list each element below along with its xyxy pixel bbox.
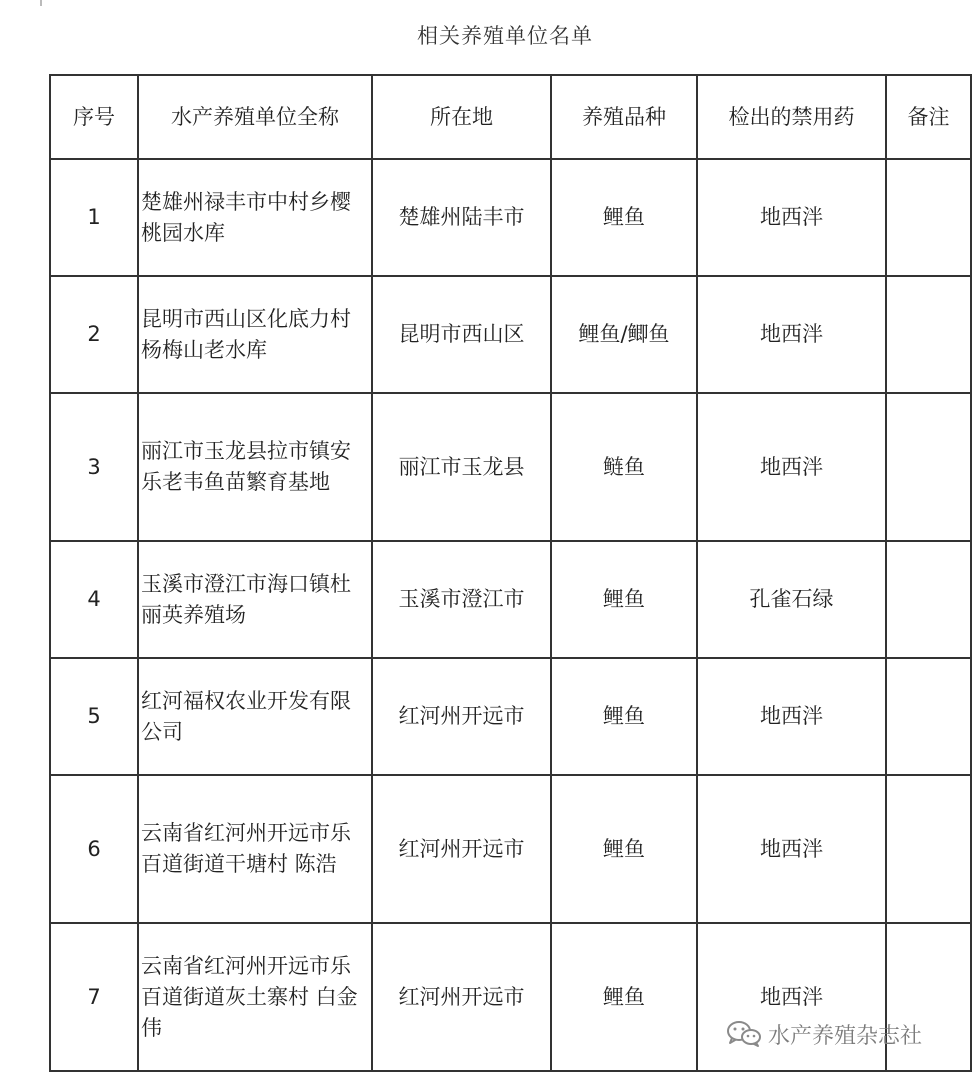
cell-unit: 云南省红河州开远市乐百道街道灰土寨村 白金伟	[138, 923, 372, 1071]
cell-species: 鲤鱼	[551, 541, 697, 658]
header-unit: 水产养殖单位全称	[138, 75, 372, 159]
cell-location: 红河州开远市	[372, 923, 551, 1071]
aquaculture-unit-table	[49, 74, 972, 1072]
watermark-text: 水产养殖杂志社	[768, 1023, 923, 1049]
header-note: 备注	[886, 75, 971, 159]
table-row	[50, 276, 971, 393]
cell-unit: 云南省红河州开远市乐百道街道干塘村 陈浩	[138, 775, 372, 923]
table-row	[50, 775, 971, 923]
page-title: 相关养殖单位名单	[417, 24, 593, 48]
cell-location: 丽江市玉龙县	[372, 393, 551, 541]
cell-species: 鲢鱼	[551, 393, 697, 541]
cell-drug: 孔雀石绿	[697, 541, 886, 658]
cell-drug: 地西泮	[697, 923, 886, 1071]
cell-seq: 3	[50, 393, 138, 541]
header-location: 所在地	[372, 75, 551, 159]
cell-drug: 地西泮	[697, 276, 886, 393]
cell-unit: 玉溪市澄江市海口镇杜丽英养殖场	[138, 541, 372, 658]
cell-drug: 地西泮	[697, 393, 886, 541]
cell-note	[886, 658, 971, 775]
cell-seq: 2	[50, 276, 138, 393]
cell-location: 玉溪市澄江市	[372, 541, 551, 658]
cell-species: 鲤鱼	[551, 775, 697, 923]
cell-species: 鲤鱼	[551, 923, 697, 1071]
cell-unit: 丽江市玉龙县拉市镇安乐老韦鱼苗繁育基地	[138, 393, 372, 541]
cell-location: 昆明市西山区	[372, 276, 551, 393]
header-species: 养殖品种	[551, 75, 697, 159]
cell-drug: 地西泮	[697, 159, 886, 276]
cell-note	[886, 159, 971, 276]
cell-unit: 红河福权农业开发有限公司	[138, 658, 372, 775]
header-seq: 序号	[50, 75, 138, 159]
watermark	[726, 1018, 922, 1050]
cell-location: 红河州开远市	[372, 658, 551, 775]
cell-location: 红河州开远市	[372, 775, 551, 923]
cell-species: 鲤鱼/鲫鱼	[551, 276, 697, 393]
wechat-icon	[726, 1020, 762, 1048]
table-row	[50, 658, 971, 775]
cell-seq: 5	[50, 658, 138, 775]
cell-species: 鲤鱼	[551, 159, 697, 276]
table-row	[50, 159, 971, 276]
page-edge-mark	[40, 0, 42, 6]
cell-location: 楚雄州陆丰市	[372, 159, 551, 276]
cell-note	[886, 276, 971, 393]
cell-unit: 楚雄州禄丰市中村乡樱桃园水库	[138, 159, 372, 276]
cell-drug: 地西泮	[697, 658, 886, 775]
table-header-row	[50, 75, 971, 159]
cell-seq: 4	[50, 541, 138, 658]
cell-note	[886, 775, 971, 923]
table-row	[50, 393, 971, 541]
header-drug: 检出的禁用药	[697, 75, 886, 159]
table-row	[50, 541, 971, 658]
cell-species: 鲤鱼	[551, 658, 697, 775]
cell-unit: 昆明市西山区化底力村杨梅山老水库	[138, 276, 372, 393]
cell-seq: 6	[50, 775, 138, 923]
cell-note	[886, 541, 971, 658]
cell-seq: 7	[50, 923, 138, 1071]
cell-seq: 1	[50, 159, 138, 276]
cell-drug: 地西泮	[697, 775, 886, 923]
cell-note	[886, 393, 971, 541]
